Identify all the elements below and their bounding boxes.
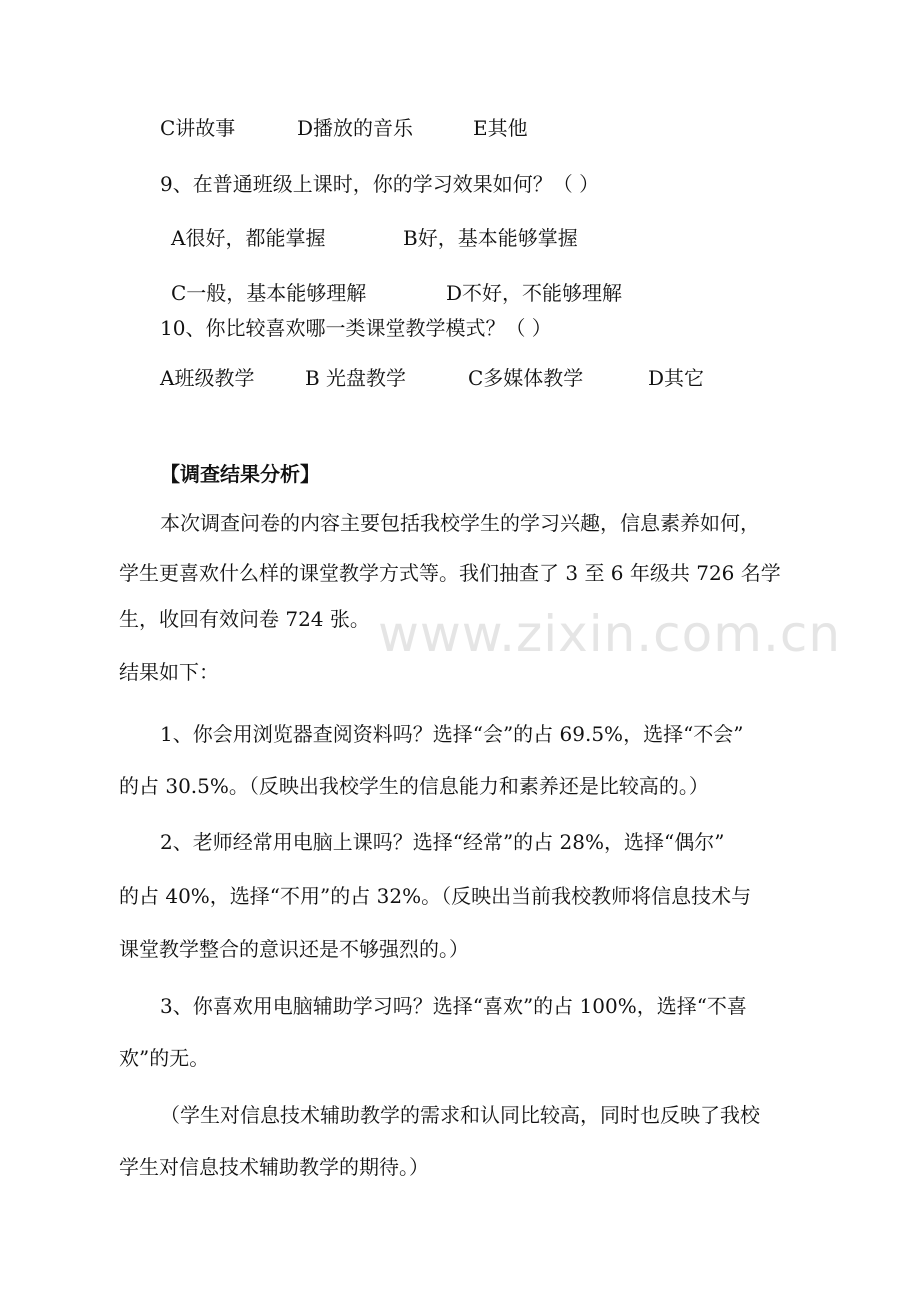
intro-line-4: 结果如下： [119,660,219,684]
q10-question: 10、你比较喜欢哪一类课堂教学模式？（ ） [160,316,552,340]
result-2-line-2: 的占 40%，选择“不用”的占 32%。（反映出当前我校教师将信息技术与 [119,884,752,908]
result-2-line-3: 课堂教学整合的意识还是不够强烈的。） [119,937,469,961]
result-3-note-line-1: （学生对信息技术辅助教学的需求和认同比较高，同时也反映了我校 [160,1103,760,1127]
q9-option-b: B好，基本能够掌握 [403,226,578,250]
result-3-line-2: 欢”的无。 [119,1046,210,1070]
result-2-line-1: 2、老师经常用电脑上课吗？选择“经常”的占 28%，选择“偶尔” [160,830,725,854]
intro-line-3: 生，收回有效问卷 724 张。 [119,607,370,631]
result-1-line-1: 1、你会用浏览器查阅资料吗？选择“会”的占 69.5%，选择“不会” [160,722,744,746]
q9-question: 9、在普通班级上课时，你的学习效果如何？（ ） [160,172,600,196]
q10-option-c: C多媒体教学 [468,366,584,390]
result-3-line-1: 3、你喜欢用电脑辅助学习吗？选择“喜欢”的占 100%，选择“不喜 [160,994,747,1018]
q9-option-d: D不好，不能够理解 [446,281,623,305]
q8-option-e: E其他 [473,116,528,140]
q9-option-c: C一般，基本能够理解 [171,281,367,305]
q10-option-d: D其它 [648,366,705,390]
q10-option-a: A班级教学 [160,366,255,390]
intro-line-1: 本次调查问卷的内容主要包括我校学生的学习兴趣，信息素养如何， [160,511,760,535]
watermark: www.zixin.com.cn [378,605,842,663]
intro-line-2: 学生更喜欢什么样的课堂教学方式等。我们抽查了 3 至 6 年级共 726 名学 [119,561,781,585]
analysis-heading: 【调查结果分析】 [160,462,320,486]
q9-option-a: A很好，都能掌握 [171,226,326,250]
q8-option-c: C讲故事 [160,116,236,140]
q10-option-b: B 光盘教学 [305,366,407,390]
q8-option-d: D播放的音乐 [297,116,414,140]
result-1-line-2: 的占 30.5%。（反映出我校学生的信息能力和素养还是比较高的。） [119,774,709,798]
result-3-note-line-2: 学生对信息技术辅助教学的期待。） [119,1155,429,1179]
